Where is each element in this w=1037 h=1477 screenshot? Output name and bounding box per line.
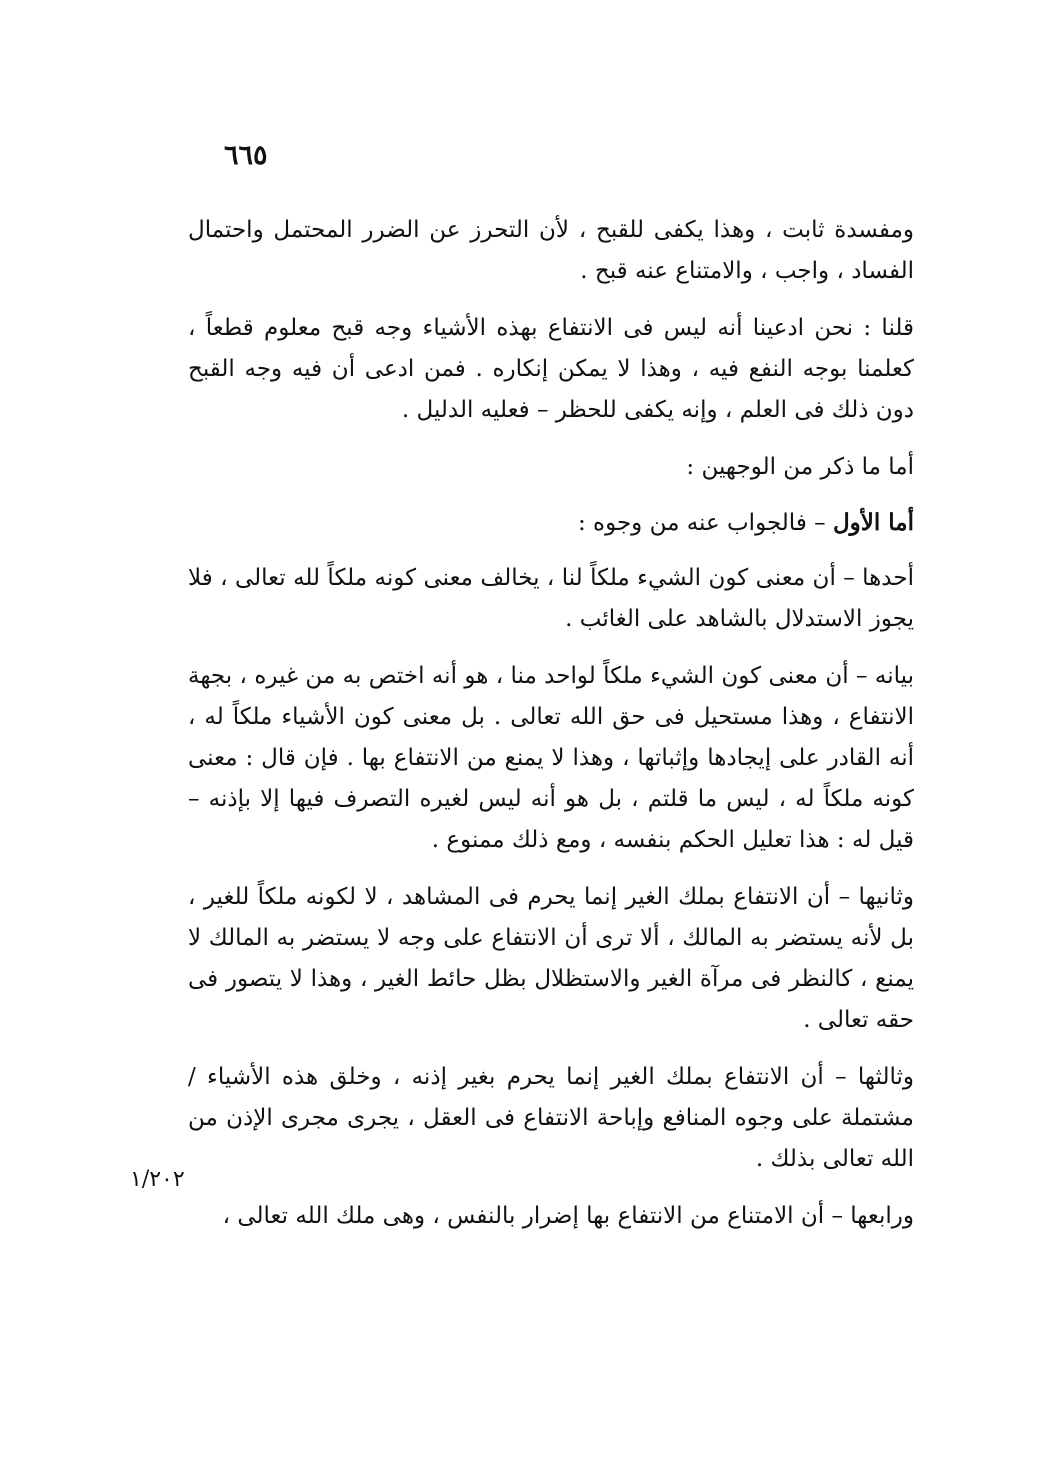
paragraph-6: بيانه – أن معنى كون الشيء ملكاً لواحد منا ، هو أنه اختص به من غيره ، بجهة الانتفاع ، وهذا مستحيل فى حق الله تعالى . بل معنى كون الأشياء ملكاً له ، أنه القادر على إيجادها وإثباتها ، وهذا لا يمنع من الانتفاع بها . فإن قال : معنى كونه ملكاً له ، ليس ما قلتم ، بل هو أنه ليس لغيره التصرف فيها إلا بإذنه – قيل له : هذا تعليل الحكم بنفسه ، ومع ذلك ممنوع . [188, 663, 914, 853]
page-number: ٦٦٥ [224, 140, 268, 171]
paragraph-4-heading: أما الأول [832, 509, 914, 536]
page-body [188, 210, 914, 1253]
paragraph-1: ومفسدة ثابت ، وهذا يكفى للقبح ، لأن التحرز عن الضرر المحتمل واحتمال الفساد ، واجب ، والامتناع عنه قبح . [188, 217, 914, 284]
paragraph-5: أحدها – أن معنى كون الشيء ملكاً لنا ، يخالف معنى كونه ملكاً لله تعالى ، فلا يجوز الاستدلال بالشاهد على الغائب . [188, 565, 914, 632]
paragraph-4-text: – فالجواب عنه من وجوه : [577, 510, 833, 536]
paragraph-8: وثالثها – أن الانتفاع بملك الغير إنما يحرم بغير إذنه ، وخلق هذه الأشياء / مشتملة على وجوه المنافع وإباحة الانتفاع فى العقل ، يجرى مجرى الإذن من الله تعالى بذلك . [188, 1064, 914, 1172]
paragraph-9: ورابعها – أن الامتناع من الانتفاع بها إضرار بالنفس ، وهى ملك الله تعالى ، [222, 1203, 914, 1229]
paragraph-7: وثانيها – أن الانتفاع بملك الغير إنما يحرم فى المشاهد ، لا لكونه ملكاً للغير ، بل لأنه يستضر به المالك ، ألا ترى أن الانتفاع على وجه لا يستضر به المالك لا يمنع ، كالنظر فى مرآة الغير والاستظلال بظل حائط الغير ، وهذا لا يتصور فى حقه تعالى . [188, 884, 914, 1033]
margin-note: ١/٢٠٢ [130, 1167, 185, 1192]
paragraph-3: أما ما ذكر من الوجهين : [686, 454, 914, 480]
paragraph-4 [188, 502, 914, 544]
paragraph-2: قلنا : نحن ادعينا أنه ليس فى الانتفاع بهذه الأشياء وجه قبح معلوم قطعاً ، كعلمنا بوجه النفع فيه ، وهذا لا يمكن إنكاره . فمن ادعى أن فيه وجه القبح دون ذلك فى العلم ، وإنه يكفى للحظر – فعليه الدليل . [188, 315, 914, 423]
